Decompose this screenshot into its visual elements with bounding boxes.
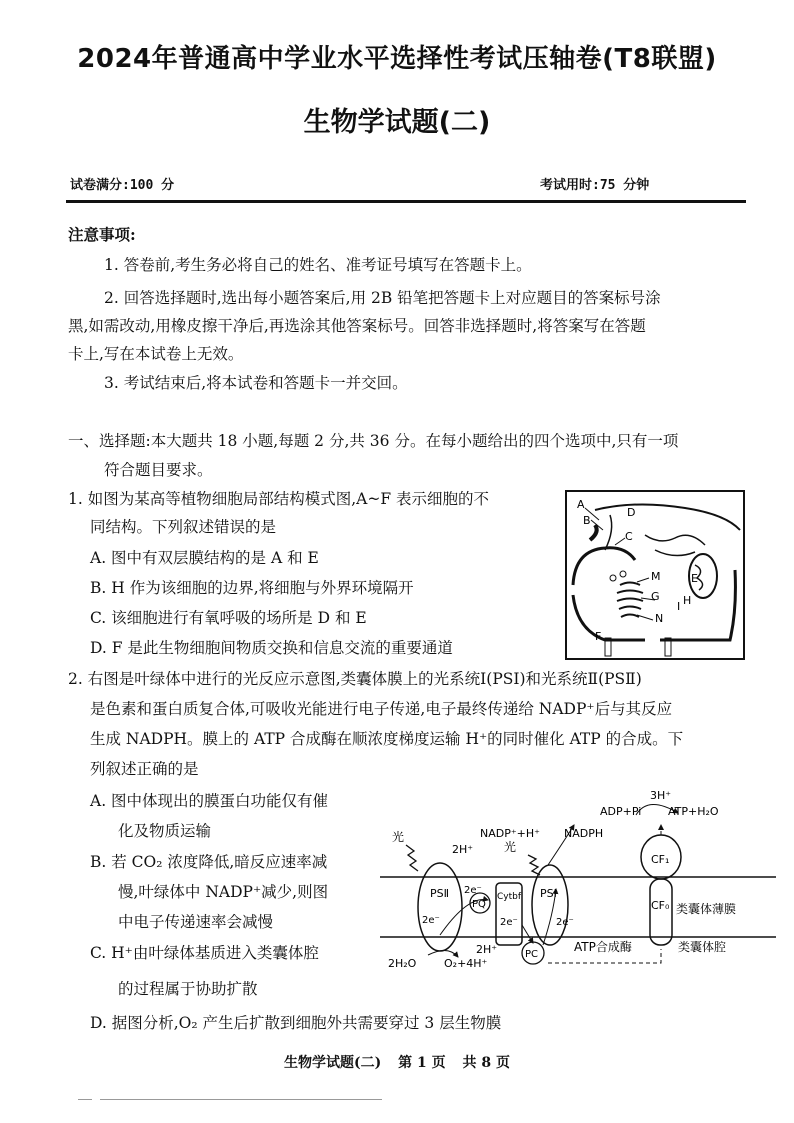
q1-option-a: A. 图中有双层膜结构的是 A 和 E — [90, 549, 319, 567]
membrane-label: 类囊体薄膜 — [676, 902, 737, 916]
light-wave-2 — [528, 855, 540, 875]
q2-option-b: B. 若 CO₂ 浓度降低,暗反应速率减 — [90, 853, 328, 871]
q2-stem-line-2: 是色素和蛋白质复合体,可吸收光能进行电子传递,电子最终传递给 NADP⁺后与其反应 — [90, 700, 673, 718]
electron-label-4: 2e⁻ — [556, 917, 574, 928]
cell-label-g: G — [651, 590, 660, 603]
lumen-label: 类囊体腔 — [678, 940, 727, 954]
q1-stem-line-1: 1. 如图为某高等植物细胞局部结构模式图,A~F 表示细胞的不 — [68, 490, 490, 508]
page-footer — [0, 1052, 794, 1072]
notice-item-2-line-1: 2. 回答选择题时,选出每小题答案后,用 2B 铅笔把答题卡上对应题目的答案标号涂 — [104, 289, 661, 307]
q2-stem-line-1: 2. 右图是叶绿体中进行的光反应示意图,类囊体膜上的光系统Ⅰ(PSⅠ)和光系统Ⅱ(PSⅡ) — [68, 670, 642, 688]
cell-structure-figure — [565, 490, 745, 660]
psii-label: PSⅡ — [430, 887, 450, 900]
exam-title: 2024年普通高中学业水平选择性考试压轴卷(T8联盟) — [77, 44, 717, 74]
q2-option-a-line-2: 化及物质运输 — [118, 822, 212, 840]
h3-label: 3H⁺ — [650, 789, 672, 802]
cell-label-e: E — [691, 572, 698, 585]
full-score: 试卷满分:100 分 — [70, 178, 175, 193]
oxygen-label: O₂+4H⁺ — [444, 957, 488, 970]
electron-label-3: 2e⁻ — [500, 917, 518, 928]
q1-option-d: D. F 是此生物细胞间物质交换和信息交流的重要通道 — [90, 639, 453, 657]
q1-option-c: C. 该细胞进行有氧呼吸的场所是 D 和 E — [90, 609, 367, 627]
h-bottom-label: 2H⁺ — [476, 943, 498, 956]
notice-heading: 注意事项: — [68, 225, 136, 244]
cell-label-a: A — [577, 498, 585, 511]
subject-title: 生物学试题(二) — [303, 107, 491, 138]
light-label-1: 光 — [392, 830, 405, 844]
adp-label: ADP+Pi — [600, 805, 642, 818]
cell-label-b: B — [583, 514, 591, 527]
q2-option-d: D. 据图分析,O₂ 产生后扩散到细胞外共需要穿过 3 层生物膜 — [90, 1014, 502, 1032]
q2-stem-line-3: 生成 NADPH。膜上的 ATP 合成酶在顺浓度梯度运输 H⁺的同时催化 ATP 的合成。下 — [90, 730, 684, 748]
cell-label-i: I — [677, 600, 681, 613]
electron-path-2 — [522, 925, 533, 943]
pq-label: PQ — [472, 899, 486, 910]
bottom-dash — [78, 1099, 92, 1100]
water-label: 2H₂O — [388, 957, 417, 970]
q1-stem-line-2: 同结构。下列叙述错误的是 — [90, 518, 277, 536]
psii-complex — [418, 863, 462, 951]
atp-label: ATP+H₂O — [668, 805, 719, 818]
notice-item-3: 3. 考试结束后,将本试卷和答题卡一并交回。 — [104, 374, 408, 392]
cell-label-h: H — [683, 594, 692, 607]
section-1-heading: 一、选择题:本大题共 18 小题,每题 2 分,共 36 分。在每小题给出的四个选项中,只有一项 — [68, 432, 679, 450]
q1-option-b: B. H 作为该细胞的边界,将细胞与外界环境隔开 — [90, 579, 414, 597]
q2-option-c: C. H⁺由叶绿体基质进入类囊体腔 — [90, 944, 319, 962]
cf1-label: CF₁ — [651, 853, 670, 866]
pc-label: PC — [525, 949, 539, 960]
cf0-subunit — [650, 879, 672, 945]
cell-label-c: C — [625, 530, 633, 543]
footer-total: 共 8 页 — [462, 1055, 510, 1071]
bottom-rule — [100, 1099, 382, 1100]
notice-item-2-line-3: 卡上,写在本试卷上无效。 — [68, 345, 244, 363]
footer-subject: 生物学试题(二) — [284, 1055, 382, 1071]
exam-time: 考试用时:75 分钟 — [540, 178, 650, 193]
light-wave-1 — [406, 845, 418, 871]
nadph-label: NADPH — [564, 827, 604, 840]
electron-label-2: 2e⁻ — [464, 885, 482, 896]
cell-label-f: F — [595, 630, 602, 643]
q2-option-c-line-2: 的过程属于协助扩散 — [118, 980, 258, 998]
q2-option-a: A. 图中体现出的膜蛋白功能仅有催 — [90, 792, 329, 810]
section-1-heading-line-2: 符合题目要求。 — [104, 461, 213, 479]
q2-option-b-line-2: 慢,叶绿体中 NADP⁺减少,则图 — [118, 883, 329, 901]
h-top-label: 2H⁺ — [452, 843, 474, 856]
q2-stem-line-4: 列叙述正确的是 — [90, 760, 199, 778]
cytbf-label: Cytbf — [497, 892, 522, 902]
atp-synthase-label: ATP合成酶 — [574, 940, 632, 954]
q2-option-b-line-3: 中电子传递速率会减慢 — [118, 913, 274, 931]
notice-item-1: 1. 答卷前,考生务必将自己的姓名、准考证号填写在答题卡上。 — [104, 256, 532, 274]
light-reaction-figure — [378, 785, 778, 985]
light-label-2: 光 — [504, 840, 517, 854]
cell-label-n: N — [655, 612, 664, 625]
notice-item-2-line-2: 黑,如需改动,用橡皮擦干净后,再选涂其他答案标号。回答非选择题时,将答案写在答题 — [68, 317, 646, 335]
nadp-label: NADP⁺+H⁺ — [480, 827, 540, 840]
electron-label-1: 2e⁻ — [422, 915, 440, 926]
cf0-label: CF₀ — [651, 899, 670, 912]
header-divider — [66, 200, 746, 203]
cell-label-m: M — [651, 570, 661, 583]
cell-label-d: D — [627, 506, 636, 519]
footer-page: 第 1 页 — [398, 1055, 446, 1071]
psi-label: PSⅠ — [540, 887, 557, 900]
